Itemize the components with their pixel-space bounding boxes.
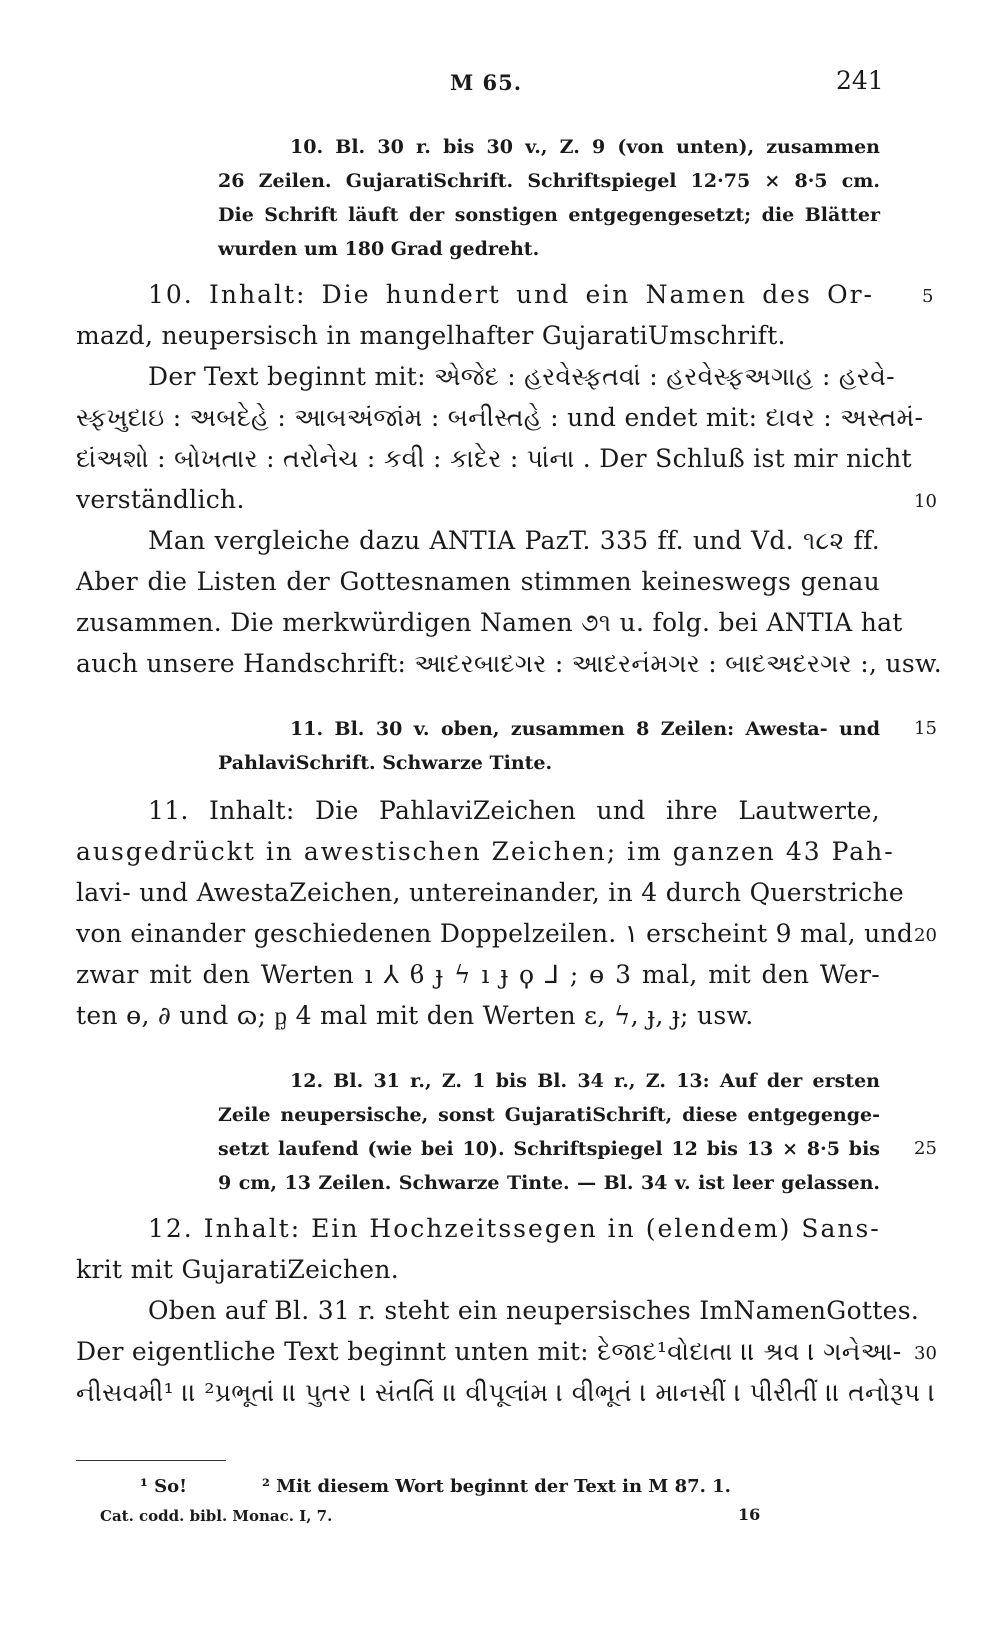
body-line: સ્ફખુદાઇ : અબદેહે : આબઅંજાંમ : બનીસ્તહે : und endet mit: દાવર : અસ્તમં-: [76, 403, 924, 432]
running-title: M 65.: [450, 70, 523, 95]
body-line: દાંઅશો : બોખતાર : તરોનેચ : કવી : કાદેર : પાંના . Der Schluß ist mir nicht: [76, 444, 912, 473]
body-line: 11. Inhalt: Die PahlaviZeichen und ihre Lautwerte,: [148, 796, 880, 825]
body-line: von einander geschiedenen Doppelzeilen. ١ erscheint 9 mal, und: [76, 919, 914, 948]
body-line: ten ɵ, ∂ und ɷ; ᶈ 4 mal mit den Werten ɛ, ϟ, ɟ, ɟ; usw.: [76, 1001, 754, 1030]
line-number: 25: [914, 1138, 937, 1159]
footnote-rule: [76, 1460, 226, 1461]
note-line: 12. Bl. 31 r., Z. 1 bis Bl. 34 r., Z. 13: Auf der ersten: [290, 1070, 880, 1092]
footnote-1: ¹ So!: [140, 1476, 188, 1497]
note-line: PahlaviSchrift. Schwarze Tinte.: [218, 752, 553, 774]
body-line: 10. Inhalt: Die hundert und ein Namen des Or-: [148, 280, 874, 309]
body-line: 12. Inhalt: Ein Hochzeitssegen in (elendem) Sans-: [148, 1214, 881, 1243]
note-line: 11. Bl. 30 v. oben, zusammen 8 Zeilen: Awesta- und: [290, 718, 880, 740]
catalog-signature: Cat. codd. bibl. Monac. I, 7.: [100, 1507, 333, 1525]
note-line: Die Schrift läuft der sonstigen entgegengesetzt; die Blätter: [218, 204, 880, 226]
note-line: 10. Bl. 30 r. bis 30 v., Z. 9 (von unten), zusammen: [290, 136, 880, 158]
body-line: zwar mit den Werten ı ⅄ ϐ ɟ ϟ ı ɟ ϙ ⅃ ; ɵ 3 mal, mit den Wer-: [76, 960, 880, 989]
line-number: 10: [914, 491, 937, 512]
note-line: 26 Zeilen. GujaratiSchrift. Schriftspiegel 12·75 × 8·5 cm.: [218, 170, 880, 192]
line-number: 20: [914, 925, 937, 946]
body-line: Der eigentliche Text beginnt unten mit: દેજાદ¹વોદાતા ।। શ્રવ । ગનેઆ-: [76, 1337, 902, 1366]
body-line: verständlich.: [76, 485, 245, 514]
body-line: ausgedrückt in awestischen Zeichen; im ganzen 43 Pah-: [76, 837, 895, 866]
note-line: setzt laufend (wie bei 10). Schriftspiegel 12 bis 13 × 8·5 bis: [218, 1138, 880, 1160]
line-number: 5: [922, 286, 934, 307]
body-line: Oben auf Bl. 31 r. steht ein neupersisches ImNamenGottes.: [148, 1296, 920, 1325]
sheet-number: 16: [738, 1505, 761, 1524]
note-line: 9 cm, 13 Zeilen. Schwarze Tinte. — Bl. 34 v. ist leer gelassen.: [218, 1172, 880, 1194]
body-line: krit mit GujaratiZeichen.: [76, 1255, 400, 1284]
body-line: zusammen. Die merkwürdigen Namen ૭૧ u. folg. bei ANTIA hat: [76, 608, 903, 637]
body-line: lavi- und AwestaZeichen, untereinander, in 4 durch Querstriche: [76, 878, 904, 907]
body-line: Aber die Listen der Gottesnamen stimmen keineswegs genau: [76, 567, 880, 596]
body-line: Der Text beginnt mit: એજેદ : હરવેસ્ફતવાં : હરવેસ્ફઅગાહ : હરવે-: [148, 362, 895, 391]
note-line: wurden um 180 Grad gedreht.: [218, 238, 540, 260]
note-line: Zeile neupersische, sonst GujaratiSchrift, diese entgegenge-: [218, 1104, 880, 1126]
body-line: Man vergleiche dazu ANTIA PazT. 335 ff. und Vd. ૧૮૨ ff.: [148, 526, 880, 555]
page-number: 241: [836, 66, 884, 95]
body-line: mazd, neupersisch in mangelhafter GujaratiUmschrift.: [76, 321, 786, 350]
line-number: 15: [914, 718, 937, 739]
body-line: નીસવમી¹ ।। ²પ્રભૂતાં ।। પુતર । સંતતિં ।। વીપૂલાંમ । વીભૂતં । માનસીં । પીરીતીં ।। તનોરૂપ ।: [76, 1378, 936, 1407]
line-number: 30: [914, 1343, 937, 1364]
footnote-2: ² Mit diesem Wort beginnt der Text in M 87. 1.: [262, 1476, 731, 1497]
body-line: auch unsere Handschrift: આદરબાદગર : આદરનંમગર : બાદઅદરગર :, usw.: [76, 649, 942, 678]
